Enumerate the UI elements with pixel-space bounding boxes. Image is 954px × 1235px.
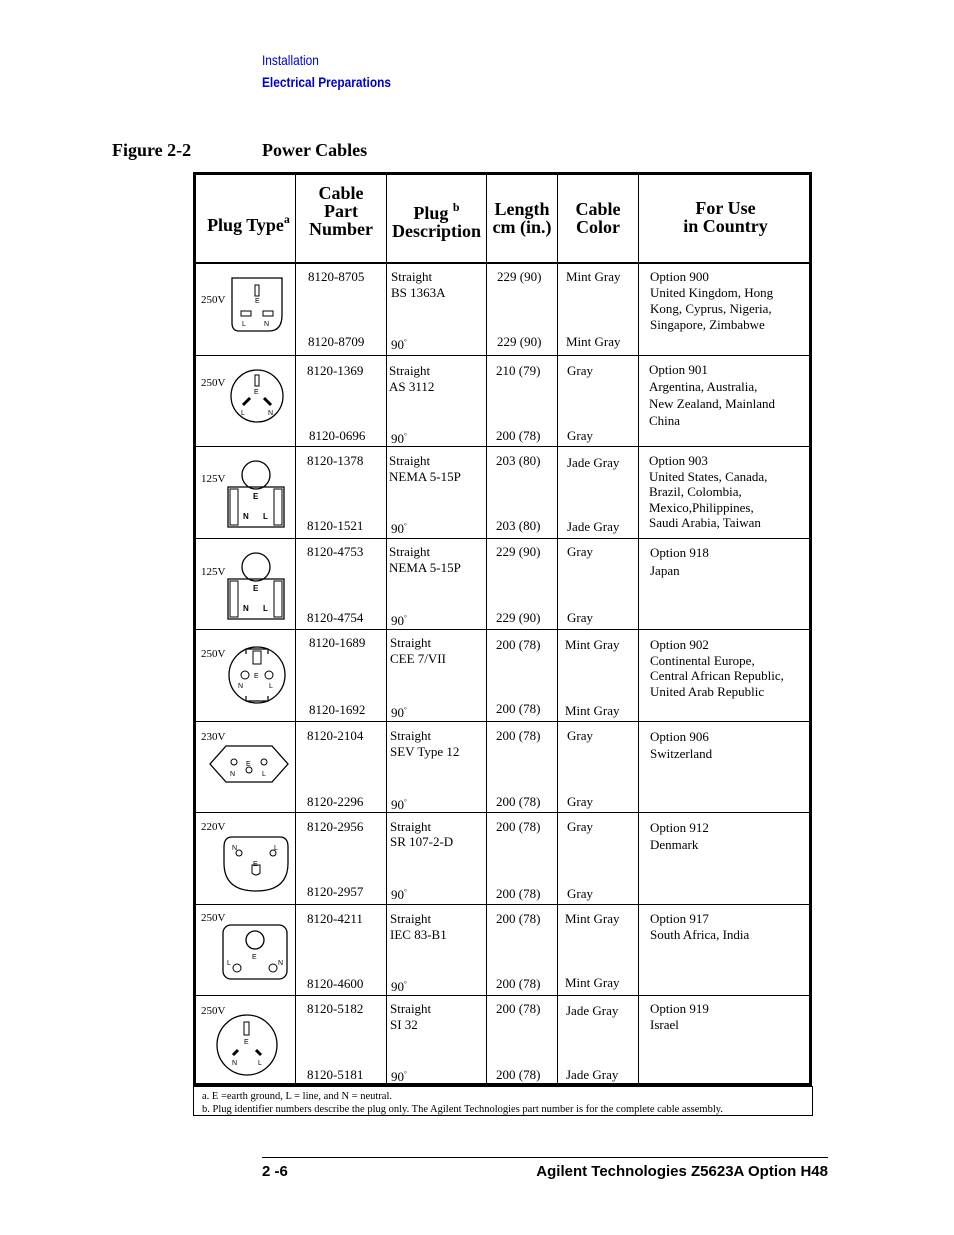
plug-description: Straight <box>389 544 431 559</box>
cable-color: Mint Gray <box>565 703 620 718</box>
plug-description: 90° <box>391 337 407 352</box>
part-number: 8120-1521 <box>307 518 364 533</box>
sr107-2-d-plug-icon <box>222 835 292 895</box>
footnote-a: a. E =earth ground, L = line, and N = neutral. <box>202 1091 392 1102</box>
voltage-label: 230V <box>201 731 226 743</box>
svg-text:E: E <box>244 1039 249 1046</box>
cable-color: Jade Gray <box>567 455 620 470</box>
table-row <box>196 447 809 538</box>
svg-text:N: N <box>264 321 270 328</box>
part-number: 8120-2296 <box>307 794 364 809</box>
plug-description: 90° <box>391 613 407 628</box>
voltage-label: 250V <box>201 1005 226 1017</box>
svg-text:E: E <box>252 954 257 961</box>
cable-color: Gray <box>567 610 593 625</box>
plug-standard: IEC 83-B1 <box>390 927 447 942</box>
col-header-plug-type: Plug Type$^a$ <box>207 212 290 235</box>
svg-text:E: E <box>246 761 251 768</box>
svg-text:E: E <box>254 389 259 396</box>
part-number: 8120-2956 <box>307 819 364 834</box>
col-header-part-number: Cable Part Number <box>309 183 373 239</box>
voltage-label: 250V <box>201 648 226 660</box>
plug-standard: SI 32 <box>390 1017 418 1032</box>
cable-color: Mint Gray <box>566 334 621 349</box>
country-list: Option 901 Argentina, Australia, New Zealand, Mainland China <box>649 362 775 428</box>
cable-color: Gray <box>567 544 593 559</box>
page-number: 2 -6 <box>262 1163 288 1180</box>
country-list: Option 903 United States, Canada, Brazil, Colombia, Mexico,Philippines, Saudi Arabia, Taiwan <box>649 453 768 530</box>
cable-length: 229 (90) <box>496 610 541 625</box>
part-number: 8120-4211 <box>307 911 363 926</box>
svg-text:E: E <box>255 298 260 305</box>
svg-text:N: N <box>232 845 238 852</box>
plug-standard: CEE 7/VII <box>390 651 446 666</box>
country-list: Option 919 Israel <box>650 1001 709 1032</box>
col-header-cable-color: Cable Color <box>575 199 621 237</box>
svg-text:L: L <box>241 410 245 417</box>
cable-color: Jade Gray <box>567 519 620 534</box>
cable-color: Jade Gray <box>566 1067 619 1082</box>
col-header-country: For Use in Country <box>683 198 768 236</box>
plug-standard: NEMA 5-15P <box>389 560 461 575</box>
svg-text:E: E <box>253 584 259 593</box>
cable-color: Mint Gray <box>566 269 621 284</box>
cable-length: 200 (78) <box>496 794 541 809</box>
section-header: Installation <box>262 52 319 68</box>
part-number: 8120-4600 <box>307 976 364 991</box>
plug-standard: SR 107-2-D <box>390 834 454 849</box>
cable-length: 210 (79) <box>496 363 541 378</box>
table-row <box>196 905 809 996</box>
cable-color: Gray <box>567 819 593 834</box>
svg-text:N: N <box>278 960 284 967</box>
table-footnotes <box>193 1086 813 1116</box>
table-row <box>196 722 809 813</box>
cable-length: 200 (78) <box>496 701 541 716</box>
part-number: 8120-1689 <box>309 635 366 650</box>
svg-text:N: N <box>238 683 244 690</box>
svg-text:E: E <box>253 861 258 868</box>
table-row <box>196 356 809 447</box>
cable-color: Gray <box>567 886 593 901</box>
sev-type12-plug-icon <box>208 744 290 786</box>
voltage-label: 250V <box>201 294 226 306</box>
cable-color: Mint Gray <box>565 911 620 926</box>
svg-text:E: E <box>253 492 259 501</box>
svg-text:L: L <box>263 604 268 613</box>
plug-description: 90° <box>391 705 407 720</box>
svg-text:L: L <box>242 321 246 328</box>
cable-color: Gray <box>567 794 593 809</box>
table-row <box>196 813 809 904</box>
plug-description: 90° <box>391 521 407 536</box>
nema-5-15p-plug-icon <box>222 549 292 627</box>
svg-text:L: L <box>258 1060 262 1067</box>
plug-description: Straight <box>390 911 432 926</box>
cable-length: 200 (78) <box>496 1001 541 1016</box>
plug-description: 90° <box>391 1069 407 1084</box>
footer-rule <box>262 1157 828 1158</box>
voltage-label: 125V <box>201 566 226 578</box>
plug-description: 90° <box>391 887 407 902</box>
svg-text:L: L <box>269 683 273 690</box>
part-number: 8120-5182 <box>307 1001 364 1016</box>
part-number: 8120-2104 <box>307 728 364 743</box>
si32-plug-icon <box>214 1012 280 1078</box>
part-number: 8120-2957 <box>307 884 364 899</box>
table-row <box>196 539 809 630</box>
table-row <box>196 996 809 1087</box>
svg-text:E: E <box>254 673 259 680</box>
cable-length: 200 (78) <box>496 819 541 834</box>
figure-label: Figure 2-2 <box>112 140 192 160</box>
cable-length: 200 (78) <box>496 976 541 991</box>
voltage-label: 250V <box>201 912 226 924</box>
cable-length: 229 (90) <box>497 269 542 284</box>
bs1363a-plug-icon <box>229 275 289 337</box>
cable-color: Jade Gray <box>566 1003 619 1018</box>
plug-description: Straight <box>389 453 431 468</box>
part-number: 8120-1378 <box>307 453 364 468</box>
country-list: Option 900 United Kingdom, Hong Kong, Cyprus, Nigeria, Singapore, Zimbabwe <box>650 269 774 332</box>
svg-text:L: L <box>227 960 231 967</box>
country-list: Option 912 Denmark <box>650 820 709 852</box>
svg-text:N: N <box>243 604 249 613</box>
cable-length: 200 (78) <box>496 911 541 926</box>
nema-5-15p-plug-icon <box>222 457 292 535</box>
cable-length: 200 (78) <box>496 728 541 743</box>
voltage-label: 220V <box>201 821 226 833</box>
plug-description: Straight <box>390 728 432 743</box>
voltage-label: 125V <box>201 473 226 485</box>
plug-description: Straight <box>390 1001 432 1016</box>
cable-length: 229 (90) <box>496 544 541 559</box>
col-header-length: Length cm (in.) <box>492 199 552 237</box>
plug-description: Straight <box>389 363 431 378</box>
plug-description: Straight <box>390 819 432 834</box>
svg-text:N: N <box>232 1060 238 1067</box>
table-row <box>196 264 809 355</box>
plug-description: 90° <box>391 431 407 446</box>
cable-length: 203 (80) <box>496 453 541 468</box>
cable-length: 200 (78) <box>496 1067 541 1082</box>
plug-description: Straight <box>391 269 433 284</box>
power-cables-table <box>193 172 812 1086</box>
part-number: 8120-0696 <box>309 428 366 443</box>
cable-color: Gray <box>567 363 593 378</box>
plug-standard: BS 1363A <box>391 285 446 300</box>
as3112-plug-icon <box>228 367 288 429</box>
cable-color: Gray <box>567 428 593 443</box>
svg-text:N: N <box>243 512 249 521</box>
part-number: 8120-4754 <box>307 610 364 625</box>
document-title: Agilent Technologies Z5623A Option H48 <box>536 1163 828 1180</box>
part-number: 8120-4753 <box>307 544 364 559</box>
svg-text:N: N <box>268 410 274 417</box>
cable-color: Gray <box>567 728 593 743</box>
svg-text:L: L <box>262 771 266 778</box>
plug-description: Straight <box>390 635 432 650</box>
subsection-header: Electrical Preparations <box>262 74 391 90</box>
iec83-b1-plug-icon <box>220 922 292 984</box>
plug-description: 90° <box>391 979 407 994</box>
plug-standard: SEV Type 12 <box>390 744 460 759</box>
country-list: Option 902 Continental Europe, Central African Republic, United Arab Republic <box>650 637 784 699</box>
plug-standard: NEMA 5-15P <box>389 469 461 484</box>
cable-length: 200 (78) <box>496 886 541 901</box>
col-header-plug-description: Plug $^b$ Description <box>392 200 481 241</box>
part-number: 8120-1369 <box>307 363 364 378</box>
cable-color: Mint Gray <box>565 637 620 652</box>
svg-text:N: N <box>230 771 236 778</box>
cable-color: Mint Gray <box>565 975 620 990</box>
plug-description: 90° <box>391 797 407 812</box>
part-number: 8120-8705 <box>308 269 365 284</box>
figure-title: Power Cables <box>262 140 368 160</box>
cable-length: 203 (80) <box>496 518 541 533</box>
footnote-b: b. Plug identifier numbers describe the plug only. The Agilent Technologies part number is for the complete cable assembly. <box>202 1104 723 1115</box>
plug-standard: AS 3112 <box>389 379 435 394</box>
cable-length: 200 (78) <box>496 428 541 443</box>
voltage-label: 250V <box>201 377 226 389</box>
svg-text:L: L <box>263 512 268 521</box>
part-number: 8120-1692 <box>309 702 366 717</box>
part-number: 8120-5181 <box>307 1067 364 1082</box>
country-list: Option 906 Switzerland <box>650 729 713 761</box>
country-list: Option 918 Japan <box>650 545 709 578</box>
cable-length: 229 (90) <box>497 334 542 349</box>
table-row <box>196 630 809 721</box>
svg-text:L: L <box>274 845 278 852</box>
cee-7vii-plug-icon <box>224 642 290 708</box>
part-number: 8120-8709 <box>308 334 365 349</box>
cable-length: 200 (78) <box>496 637 541 652</box>
country-list: Option 917 South Africa, India <box>650 911 750 942</box>
